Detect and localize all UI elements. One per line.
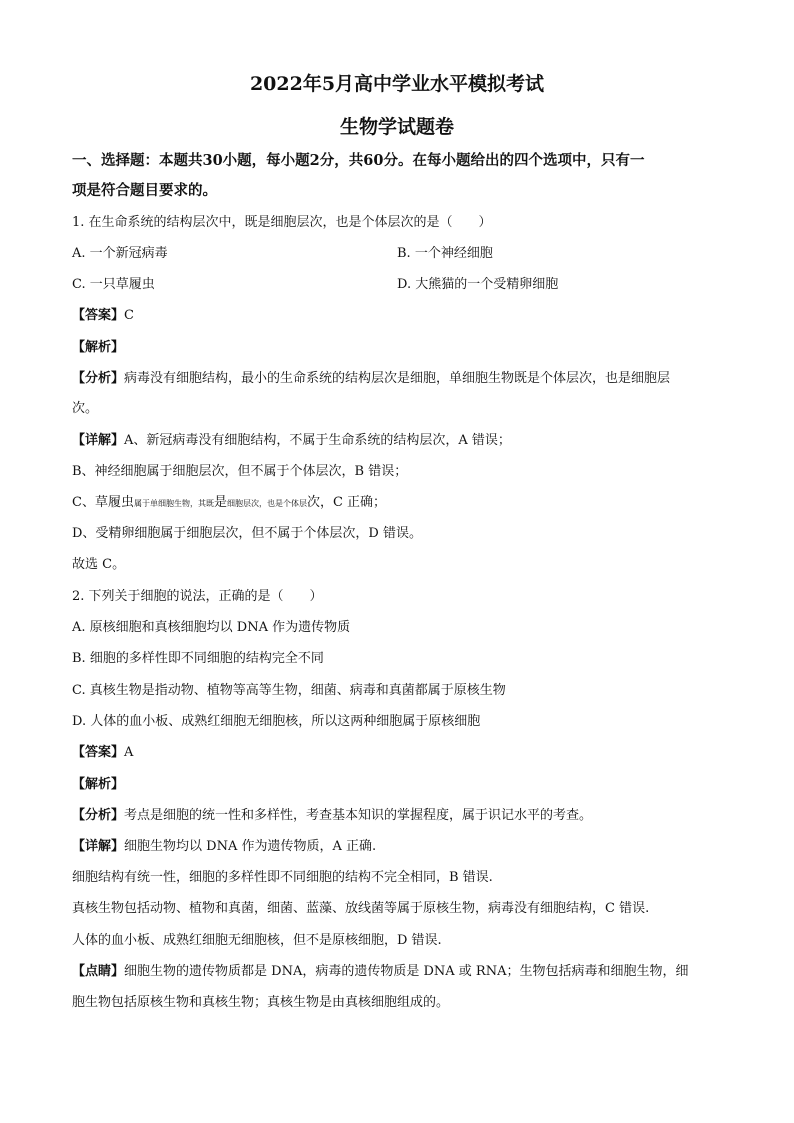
line-c-part-2: 是 (213, 495, 227, 510)
xiangjie-text: A、新冠病毒没有细胞结构，不属于生命系统的结构层次，A 错误； (124, 433, 511, 448)
section-heading-line-1: 一、选择题：本题共30小题，每小题2分，共60分。在每小题给出的四个选项中，只有一 (72, 152, 645, 169)
question-2-xiangjie-1 (72, 838, 376, 856)
page-title: 2022年5月高中学业水平模拟考试 (249, 73, 545, 95)
section-heading-line-2: 项是符合题目要求的。 (72, 182, 217, 199)
question-2-xiangjie-3: 真核生物包括动物、植物和真菌，细菌、蓝藻、放线菌等属于原核生物，病毒没有细胞结构，C 错误. (72, 901, 650, 916)
question-2-option-a: A. 原核细胞和真核细胞均以 DNA 作为遗传物质 (72, 620, 351, 635)
answer-value: C (124, 308, 134, 323)
question-2-dianjing-line-1 (72, 963, 688, 981)
question-2-analysis-tag: 【解析】 (72, 777, 125, 792)
question-2-option-c: C. 真核生物是指动物、植物等高等生物，细菌、病毒和真菌都属于原核生物 (72, 683, 506, 698)
question-2-dianjing-line-2: 胞生物包括原核生物和真核生物；真核生物是由真核细胞组成的。 (72, 995, 450, 1010)
fenxi-text: 考点是细胞的统一性和多样性，考查基本知识的掌握程度，属于识记水平的考查。 (124, 808, 593, 823)
answer-value: A (124, 745, 134, 760)
question-2-stem: 2. 下列关于细胞的说法，正确的是（ ） (72, 589, 323, 604)
question-1-stem: 1. 在生命系统的结构层次中，既是细胞层次，也是个体层次的是（ ） (72, 215, 492, 230)
answer-tag: 【答案】 (72, 745, 125, 760)
dianjing-tag: 【点睛】 (72, 964, 125, 979)
question-1-fenxi-line-2: 次。 (72, 401, 99, 416)
fenxi-text: 病毒没有细胞结构，最小的生命系统的结构层次是细胞，单细胞生物既是个体层次，也是细胞层 (124, 371, 671, 386)
question-2-xiangjie-2: 细胞结构有统一性，细胞的多样性即不同细胞的结构不完全相同，B 错误. (72, 870, 493, 885)
line-c-small-1: 属于单细胞生物，其既 (133, 499, 214, 508)
answer-tag: 【答案】 (72, 308, 125, 323)
question-2-xiangjie-4: 人体的血小板、成熟红细胞无细胞核，但不是原核细胞，D 错误. (72, 933, 442, 948)
xiangjie-text: 细胞生物均以 DNA 作为遗传物质，A 正确. (124, 839, 377, 854)
question-1-option-c: C. 一只草履虫 (72, 277, 155, 292)
question-2-option-b: B. 细胞的多样性即不同细胞的结构完全不同 (72, 651, 324, 666)
question-1-xiangjie-b: B、神经细胞属于细胞层次，但不属于个体层次，B 错误； (72, 464, 408, 479)
question-2-answer (72, 744, 133, 762)
question-1-analysis-tag: 【解析】 (72, 340, 125, 355)
fenxi-tag: 【分析】 (72, 808, 125, 823)
question-1-fenxi-line-1 (72, 370, 670, 388)
question-1-option-a: A. 一个新冠病毒 (72, 246, 168, 261)
question-1-xiangjie-a (72, 432, 511, 450)
xiangjie-tag: 【详解】 (72, 433, 125, 448)
question-1-answer (72, 307, 134, 325)
line-c-part-3: 次，C 正确； (306, 495, 387, 510)
question-2-option-d: D. 人体的血小板、成熟红细胞无细胞核，所以这两种细胞属于原核细胞 (72, 714, 481, 729)
xiangjie-tag: 【详解】 (72, 839, 125, 854)
line-c-small-2: 细胞层次，也是个体层 (226, 499, 307, 508)
dianjing-text: 细胞生物的遗传物质都是 DNA，病毒的遗传物质是 DNA 或 RNA；生物包括病毒和细胞生物，细 (124, 964, 689, 979)
question-1-option-b: B. 一个神经细胞 (397, 246, 493, 261)
question-1-conclusion: 故选 C。 (72, 557, 126, 572)
question-1-xiangjie-d: D、受精卵细胞属于细胞层次，但不属于个体层次，D 错误。 (72, 526, 422, 541)
question-1-option-d: D. 大熊猫的一个受精卵细胞 (397, 277, 559, 292)
line-c-part-1: C、草履虫 (72, 495, 134, 510)
page-subtitle: 生物学试题卷 (339, 116, 454, 138)
question-1-xiangjie-c (72, 494, 386, 513)
fenxi-tag: 【分析】 (72, 371, 125, 386)
question-2-fenxi (72, 807, 592, 825)
